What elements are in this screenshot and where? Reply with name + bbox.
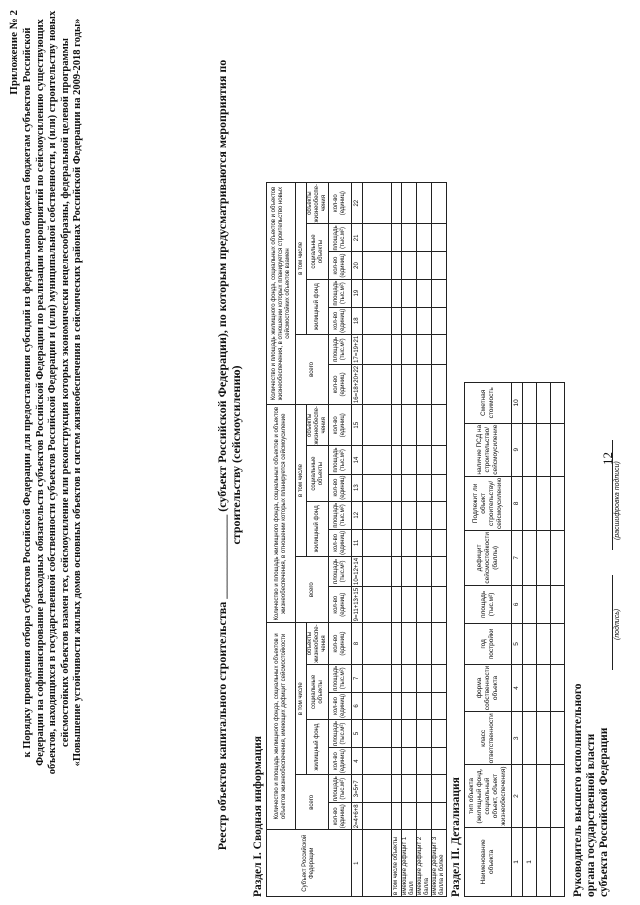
- data-cell: [363, 252, 392, 279]
- data-cell: [523, 624, 537, 664]
- data-cell: [402, 501, 417, 529]
- header-social: социальные объекты: [307, 446, 329, 501]
- row-label: имеющие дефицит 1 балл: [402, 830, 417, 897]
- data-cell: [551, 827, 565, 896]
- data-cell: [392, 586, 402, 622]
- data-cell: [523, 383, 537, 424]
- column-number: 4: [352, 748, 363, 775]
- header-total: всего: [296, 556, 329, 622]
- data-cell: [537, 827, 551, 896]
- appendix-text: к Порядку проведения отбора субъектов Российской Федерации для предоставления субсидий из федерального бюджета бюджетам субъектов Российской Федерации на софинансирование расходных обязательств субъектов Российской Федерации по реализации мероприятий по сейсмоусилению существующих объектов, находящихся в государственной собственности субъектов Российской Федерации и (или) муниципальной собственности, и (или) строительству новых сейсмостойких объектов взамен тех, сейсмоусиление или реконструкция которых экономически нецелесообразны, федеральной целевой программы «Повышение устойчивости жилых домов основных объектов и систем жизнеобеспечения в сейсмических районах Российской Федерации на 2009-2018 годы»: [22, 10, 83, 775]
- header-area: площадь (тыс.м²): [329, 224, 352, 252]
- data-cell: [537, 423, 551, 476]
- header-qty: кол-во (единиц): [329, 307, 352, 334]
- header-area: площадь (тыс.м²): [329, 501, 352, 529]
- data-cell: [363, 307, 392, 334]
- table-row: [352, 183, 363, 897]
- table-row: [551, 383, 565, 897]
- data-cell: [402, 803, 417, 830]
- data-cell: [551, 712, 565, 765]
- summary-table: [266, 182, 447, 897]
- data-cell: [392, 307, 402, 334]
- column-number: 1: [352, 830, 363, 897]
- data-cell: [402, 692, 417, 719]
- column-number: 14: [352, 446, 363, 474]
- data-cell: [432, 664, 447, 692]
- data-cell: [417, 692, 432, 719]
- column-number: 18: [352, 307, 363, 334]
- column-number: 2: [512, 765, 523, 828]
- data-cell: [363, 664, 392, 692]
- data-cell: [417, 748, 432, 775]
- column-number: 12: [352, 501, 363, 529]
- data-cell: [432, 719, 447, 747]
- header-housing: жилищный фонд: [307, 279, 329, 334]
- data-cell: [432, 556, 447, 586]
- data-cell: [537, 383, 551, 424]
- section2-title: Раздел II. Детализация: [450, 777, 462, 897]
- data-cell: [417, 446, 432, 474]
- data-cell: [417, 183, 432, 224]
- table-row: [392, 183, 402, 897]
- decode-label: (расшифровка подписи): [614, 461, 621, 540]
- data-cell: [392, 803, 402, 830]
- header-area: площадь (тыс.м²): [329, 334, 352, 364]
- data-cell: [363, 556, 392, 586]
- detail-header: площадь (тыс.м²): [465, 585, 512, 624]
- detail-header: наличие ПСД на строительство/сейсмоусиление: [465, 423, 512, 476]
- data-cell: [402, 224, 417, 252]
- data-cell: [402, 748, 417, 775]
- detail-header: форма собственности объекта: [465, 664, 512, 712]
- data-cell: [432, 529, 447, 556]
- data-cell: [417, 664, 432, 692]
- header-total: всего: [296, 334, 329, 404]
- data-cell: [363, 529, 392, 556]
- header-qty: кол-во (единиц): [329, 252, 352, 279]
- register-title: Реестр объектов капитального строительства ______________ (субъект Российской Федерации), по которым предусматриваются мероприятия по строительству (сейсмоусилению): [215, 59, 243, 851]
- data-cell: [432, 252, 447, 279]
- data-cell: [402, 586, 417, 622]
- data-cell: [432, 364, 447, 404]
- data-cell: [392, 719, 402, 747]
- header-area: площадь (тыс.м²): [329, 664, 352, 692]
- data-cell: [402, 252, 417, 279]
- data-cell: [417, 623, 432, 664]
- header-including: в том числе: [296, 405, 307, 557]
- header-area: площадь (тыс.м²): [329, 279, 352, 307]
- data-cell: [402, 775, 417, 803]
- data-cell: [523, 585, 537, 624]
- data-cell: [537, 712, 551, 765]
- section1-title: Раздел I. Сводная информация: [252, 736, 264, 897]
- header-housing: жилищный фонд: [307, 719, 329, 774]
- header-including: в том числе: [296, 183, 307, 335]
- detail-table: [464, 382, 565, 897]
- header-qty: кол-во (единиц): [329, 748, 352, 775]
- column-number: 9: [512, 423, 523, 476]
- row-label: в том числе объекты: [392, 830, 402, 897]
- data-cell: [392, 252, 402, 279]
- data-cell: [417, 529, 432, 556]
- data-cell: [432, 692, 447, 719]
- data-cell: [363, 775, 392, 803]
- data-cell: [551, 383, 565, 424]
- data-cell: [402, 623, 417, 664]
- header-qty: кол-во (единиц): [329, 364, 352, 404]
- data-cell: [417, 224, 432, 252]
- column-number: 1: [512, 827, 523, 896]
- data-cell: [392, 501, 402, 529]
- column-number: 21: [352, 224, 363, 252]
- data-cell: [432, 446, 447, 474]
- data-cell: [392, 364, 402, 404]
- data-cell: [432, 748, 447, 775]
- data-cell: 1: [523, 827, 537, 896]
- table-row: [432, 183, 447, 897]
- data-cell: [551, 624, 565, 664]
- data-cell: [417, 803, 432, 830]
- table-row: [363, 183, 392, 897]
- data-cell: [363, 692, 392, 719]
- data-cell: [392, 775, 402, 803]
- data-cell: [432, 623, 447, 664]
- signature-line-2: органа государственной власти: [585, 733, 597, 897]
- row-label: имеющие дефицит 3 балла и более: [432, 830, 447, 897]
- data-cell: [417, 775, 432, 803]
- data-cell: [402, 364, 417, 404]
- column-number: 5: [512, 624, 523, 664]
- page-number: 12: [600, 452, 615, 465]
- data-cell: [417, 474, 432, 501]
- header-life: объекты жизнеобеспе-чения: [307, 624, 327, 663]
- detail-header: Подлежит ли объект строительству/сейсмоусилению: [465, 476, 512, 530]
- header-qty: кол-во (единиц): [329, 692, 352, 719]
- row-label: имеющие дефицит 2 балла: [417, 830, 432, 897]
- data-cell: [523, 712, 537, 765]
- data-cell: [537, 765, 551, 828]
- signature-block: [572, 683, 611, 897]
- header-housing: жилищный фонд: [307, 501, 329, 556]
- data-cell: [432, 334, 447, 364]
- data-cell: [392, 334, 402, 364]
- data-cell: [363, 405, 392, 446]
- data-cell: [402, 664, 417, 692]
- column-number: 2=4+6+8: [352, 803, 363, 830]
- header-qty: кол-во (единиц): [329, 586, 352, 622]
- header-qty: кол-во (единиц): [329, 623, 352, 664]
- data-cell: [537, 531, 551, 586]
- data-cell: [363, 830, 392, 897]
- signature-field[interactable]: [612, 575, 613, 670]
- header-including: в том числе: [296, 623, 307, 775]
- data-cell: [402, 279, 417, 307]
- column-number: 10=12+14: [352, 556, 363, 586]
- data-cell: [432, 183, 447, 224]
- data-cell: [432, 586, 447, 622]
- data-cell: [392, 405, 402, 446]
- data-cell: [392, 446, 402, 474]
- appendix-title: Приложение № 2: [8, 10, 20, 95]
- detail-header: год постройки: [465, 624, 512, 664]
- detail-header: тип объекта (жилищный фонд, социальный объект, объект жизнеобеспечения): [465, 765, 512, 828]
- data-cell: [417, 586, 432, 622]
- data-cell: [551, 476, 565, 530]
- detail-header: Сметная стоимость: [465, 383, 512, 424]
- data-cell: [392, 623, 402, 664]
- column-number: 3=5+7: [352, 775, 363, 803]
- signature-line-3: субъекта Российской Федерации: [598, 727, 610, 897]
- column-number: 8: [512, 476, 523, 530]
- header-total: всего: [296, 775, 329, 830]
- column-number: 16=18+20+22: [352, 364, 363, 404]
- column-number: 6: [352, 692, 363, 719]
- table-row: [296, 183, 307, 897]
- header-area: площадь (тыс.м²): [329, 775, 352, 803]
- table-row: [465, 383, 512, 897]
- header-qty: кол-во (единиц): [329, 803, 352, 830]
- data-cell: [402, 307, 417, 334]
- data-cell: [363, 183, 392, 224]
- header-qty: кол-во (единиц): [329, 183, 352, 224]
- data-cell: [363, 748, 392, 775]
- data-cell: [537, 624, 551, 664]
- table-row: [512, 383, 523, 897]
- column-number: 6: [512, 585, 523, 624]
- column-number: 17=19+21: [352, 334, 363, 364]
- data-cell: [523, 664, 537, 712]
- header-qty: кол-во (единиц): [329, 405, 352, 446]
- table-row: [417, 183, 432, 897]
- data-cell: [363, 501, 392, 529]
- data-cell: [432, 501, 447, 529]
- data-cell: [363, 364, 392, 404]
- data-cell: [432, 474, 447, 501]
- data-cell: [392, 529, 402, 556]
- sign-label: (подпись): [614, 608, 621, 640]
- data-cell: [432, 224, 447, 252]
- data-cell: [432, 405, 447, 446]
- column-number: 4: [512, 664, 523, 712]
- data-cell: [402, 405, 417, 446]
- detail-header: Наименование объекта: [465, 827, 512, 896]
- data-cell: [432, 279, 447, 307]
- table-row: [267, 183, 296, 897]
- data-cell: [417, 364, 432, 404]
- column-number: 5: [352, 719, 363, 747]
- data-cell: [417, 719, 432, 747]
- data-cell: [392, 556, 402, 586]
- column-number: 9=11+13+15: [352, 586, 363, 622]
- data-cell: [363, 446, 392, 474]
- detail-header: дефицит сейсмостойкости (баллы): [465, 531, 512, 586]
- data-cell: [363, 803, 392, 830]
- header-group-1: Количество и площадь жилищного фонда, социальных объектов и объектов жизнеобеспечения, имеющих дефицит сейсмостойкости: [267, 623, 296, 830]
- data-cell: [363, 719, 392, 747]
- data-cell: [523, 531, 537, 586]
- data-cell: [432, 803, 447, 830]
- data-cell: [417, 556, 432, 586]
- data-cell: [417, 252, 432, 279]
- data-cell: [392, 692, 402, 719]
- header-area: площадь (тыс.м²): [329, 719, 352, 747]
- data-cell: [402, 529, 417, 556]
- data-cell: [392, 474, 402, 501]
- header-life: объекты жизнеобеспе-чения: [307, 183, 327, 223]
- data-cell: [363, 224, 392, 252]
- data-cell: [523, 765, 537, 828]
- column-number: 11: [352, 529, 363, 556]
- data-cell: [551, 585, 565, 624]
- data-cell: [402, 183, 417, 224]
- data-cell: [363, 279, 392, 307]
- header-qty: кол-во (единиц): [329, 474, 352, 501]
- header-life: объекты жизнеобеспе-чения: [307, 406, 327, 445]
- data-cell: [432, 307, 447, 334]
- signature-line-1: Руководитель высшего исполнительного: [572, 683, 584, 897]
- data-cell: [417, 307, 432, 334]
- header-social: социальные объекты: [307, 224, 329, 279]
- column-number: 10: [512, 383, 523, 424]
- data-cell: [551, 664, 565, 712]
- data-cell: [392, 279, 402, 307]
- data-cell: [537, 476, 551, 530]
- data-cell: [363, 334, 392, 364]
- data-cell: [392, 224, 402, 252]
- header-area: площадь (тыс.м²): [329, 446, 352, 474]
- header-group-3: Количество и площадь жилищного фонда, социальных объектов и объектов жизнеобеспечения, в отношении которых планируется строительство новых сейсмостойких объектов взамен: [267, 183, 296, 405]
- header-area: площадь (тыс.м²): [329, 556, 352, 586]
- data-cell: [551, 423, 565, 476]
- column-number: 13: [352, 474, 363, 501]
- data-cell: [417, 334, 432, 364]
- data-cell: [402, 719, 417, 747]
- data-cell: [523, 423, 537, 476]
- data-cell: [417, 501, 432, 529]
- column-number: 8: [352, 623, 363, 664]
- column-number: 3: [512, 712, 523, 765]
- data-cell: [417, 405, 432, 446]
- data-cell: [551, 765, 565, 828]
- column-number: 7: [512, 531, 523, 586]
- data-cell: [402, 556, 417, 586]
- data-cell: [363, 586, 392, 622]
- table-row: [329, 183, 352, 897]
- data-cell: [363, 474, 392, 501]
- data-cell: [392, 664, 402, 692]
- header-social: социальные объекты: [307, 664, 329, 719]
- decode-field[interactable]: [612, 440, 613, 550]
- header-group-2: Количество и площадь жилищного фонда, социальных объектов и объектов жизнеобеспечения, в отношении которых планируется сейсмоусиление: [267, 405, 296, 623]
- data-cell: [537, 585, 551, 624]
- data-cell: [432, 775, 447, 803]
- data-cell: [417, 279, 432, 307]
- column-number: 19: [352, 279, 363, 307]
- column-number: 15: [352, 405, 363, 446]
- data-cell: [402, 474, 417, 501]
- data-cell: [392, 748, 402, 775]
- column-number: 22: [352, 183, 363, 224]
- data-cell: [523, 476, 537, 530]
- data-cell: [551, 531, 565, 586]
- detail-header: класс ответственности: [465, 712, 512, 765]
- header-subject: Субъект Российской Федерации: [267, 830, 352, 897]
- column-number: 7: [352, 664, 363, 692]
- table-row: [537, 383, 551, 897]
- column-number: 20: [352, 252, 363, 279]
- table-row: [402, 183, 417, 897]
- data-cell: [392, 183, 402, 224]
- data-cell: [537, 664, 551, 712]
- data-cell: [402, 334, 417, 364]
- data-cell: [402, 446, 417, 474]
- table-row: [523, 383, 537, 897]
- data-cell: [363, 623, 392, 664]
- header-qty: кол-во (единиц): [329, 529, 352, 556]
